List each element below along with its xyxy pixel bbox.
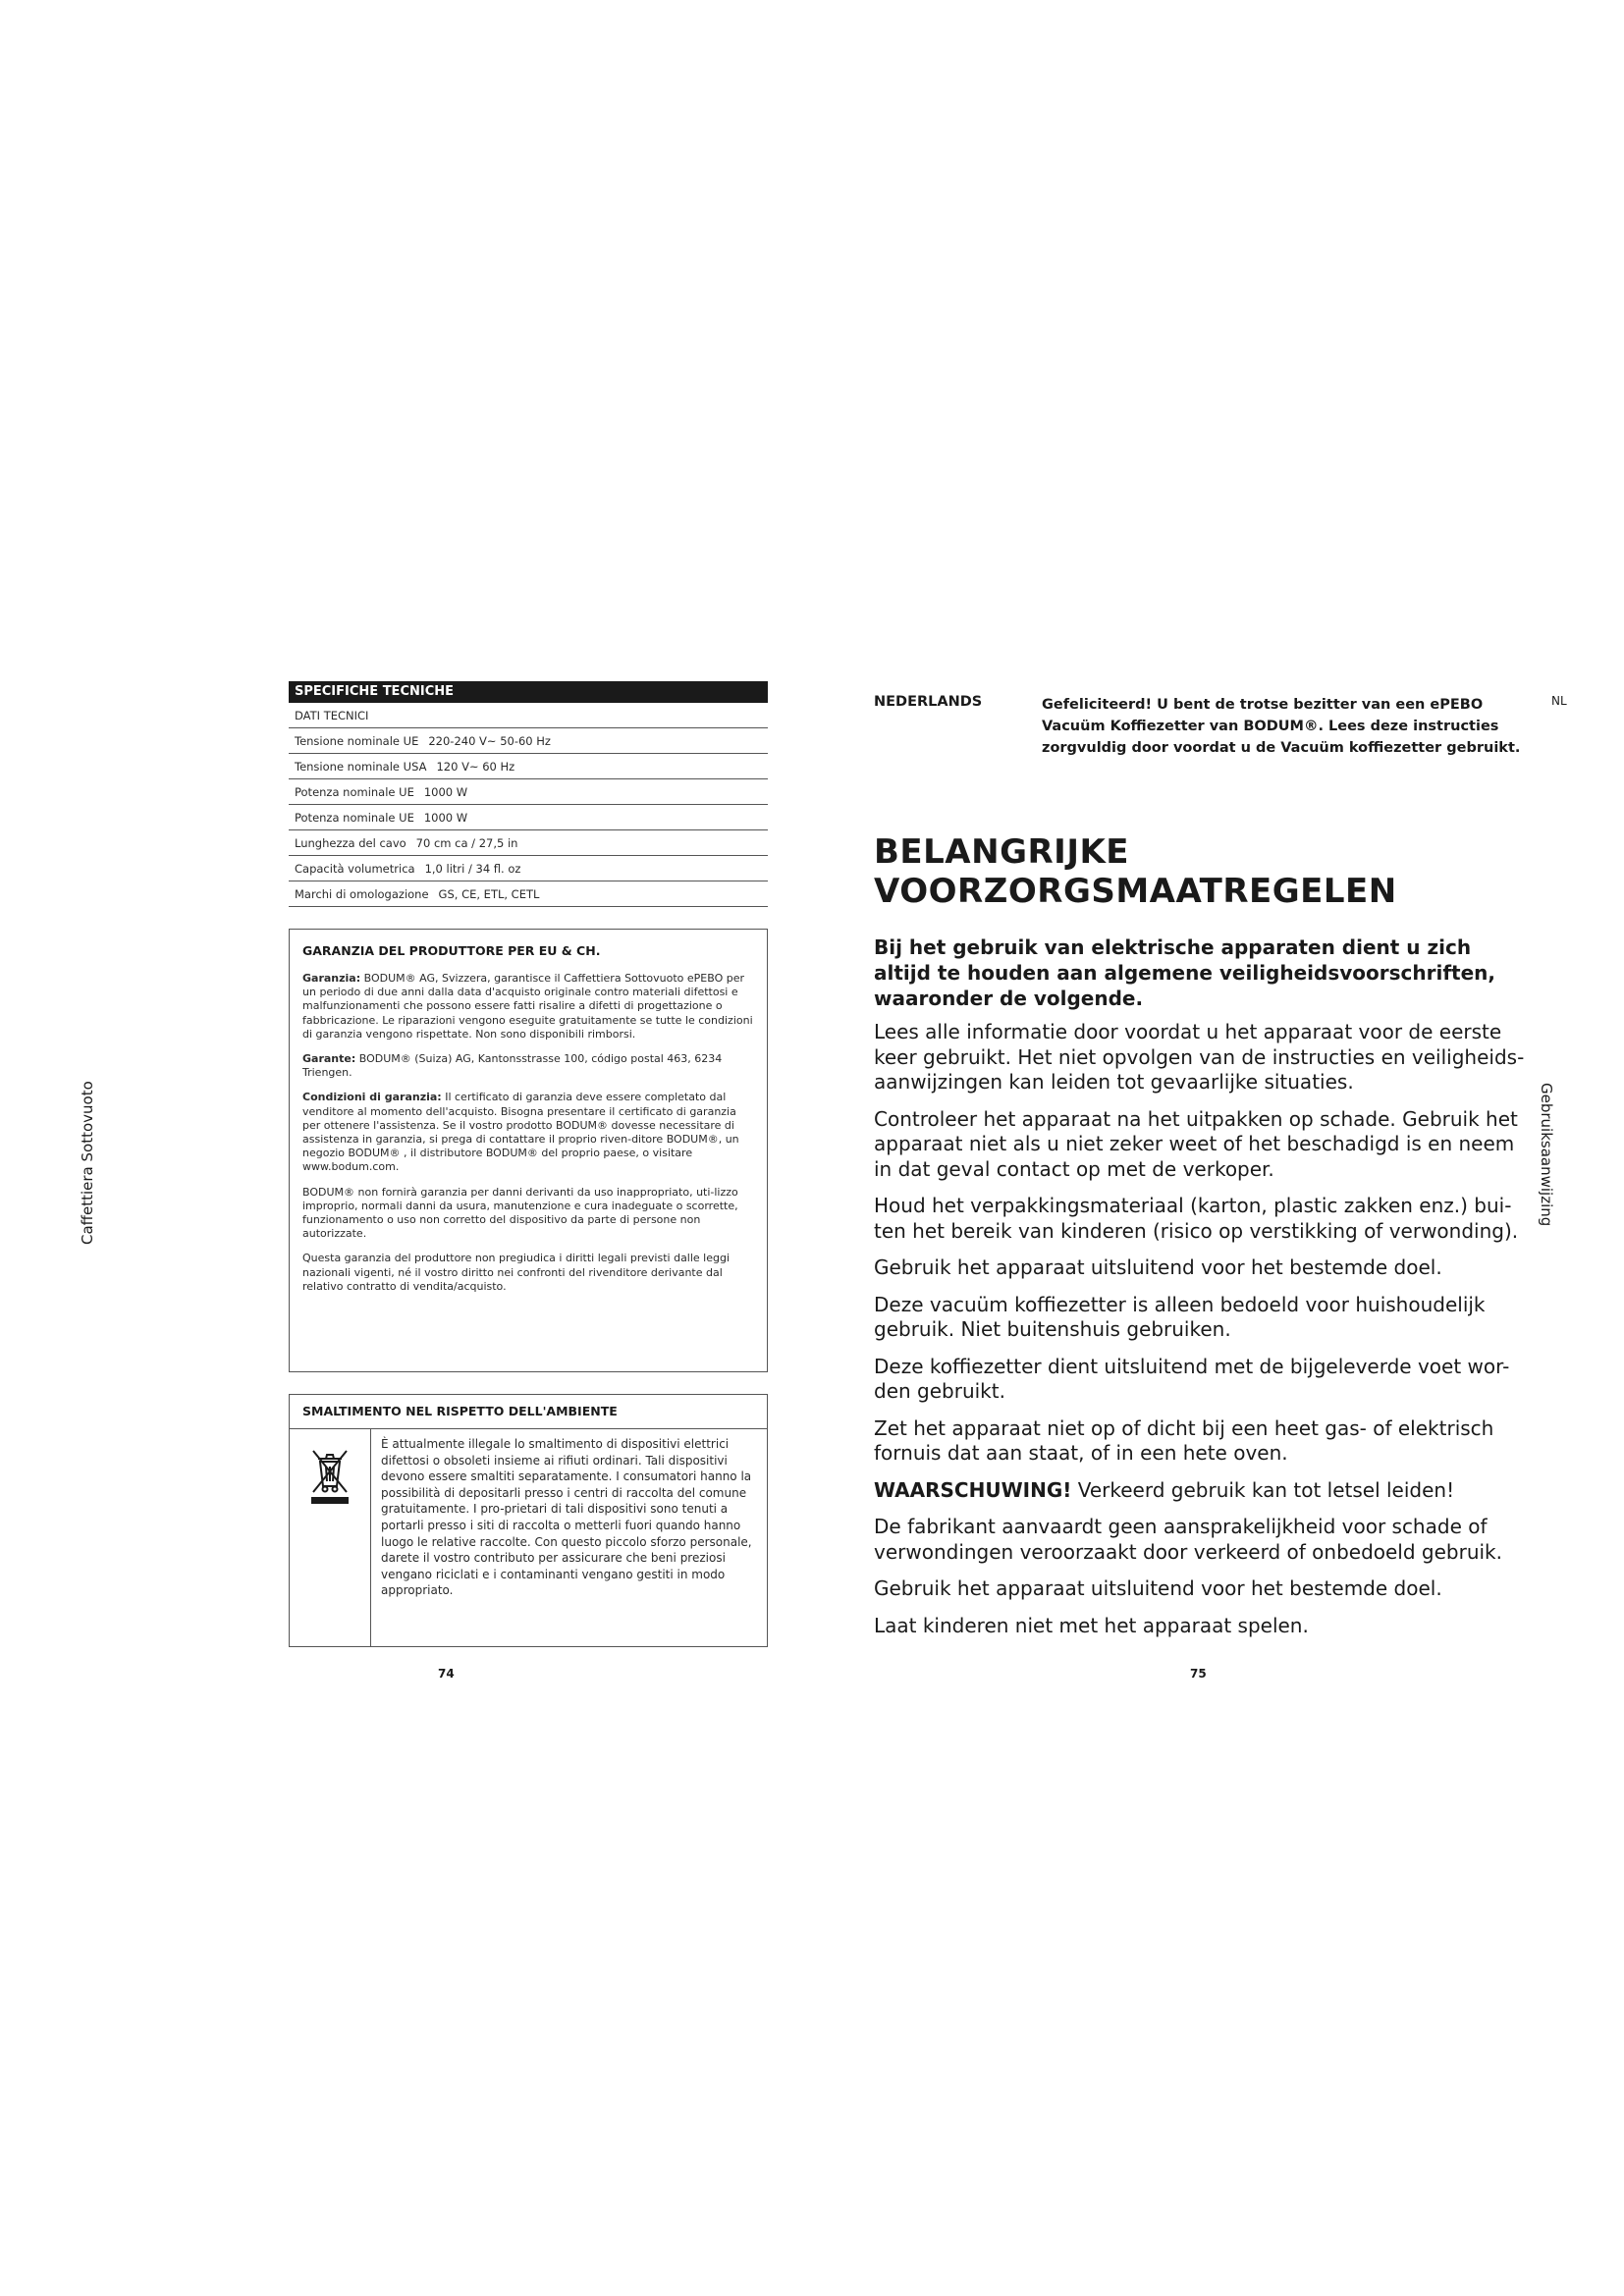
precaution-paragraph: [874, 1107, 1526, 1183]
right-side-label: Gebruiksaanwijzing: [1538, 1083, 1555, 1227]
warranty-paragraph: [302, 1252, 754, 1294]
warranty-lead: Condizioni di garanzia:: [302, 1091, 442, 1104]
precaution-paragraph: [874, 1020, 1526, 1095]
spec-label: DATI TECNICI: [295, 709, 369, 722]
spec-row: [289, 856, 768, 881]
warranty-text: BODUM® non fornirà garanzia per danni derivanti da uso inappropriato, uti-lizzo improprio, normali danni da usura, manutenzione e cura inadeguate o scorrette, funzionamento o uso non corretto del dispositivo da parte di persone non autorizzate.: [302, 1185, 738, 1241]
spec-label: Lunghezza del cavo: [295, 836, 406, 850]
spec-row: [289, 728, 768, 754]
precaution-text: Deze koffiezetter dient uitsluitend met de bijgeleverde voet wor-den gebruikt.: [874, 1354, 1510, 1403]
warranty-lead: Garanzia:: [302, 972, 361, 985]
spec-table: [289, 681, 768, 907]
spec-value: 1,0 litri / 34 fl. oz: [424, 862, 521, 876]
precaution-paragraph: [874, 1614, 1526, 1639]
precaution-paragraph: [874, 1194, 1526, 1244]
precaution-paragraph: [874, 1293, 1526, 1343]
warranty-paragraph: [302, 972, 754, 1041]
language-code: NL: [1551, 694, 1567, 708]
precaution-text: Deze vacuüm koffiezetter is alleen bedoeld voor huishoudelijk gebruik. Niet buitenshuis gebruiken.: [874, 1292, 1486, 1341]
spec-label: Capacità volumetrica: [295, 862, 415, 876]
precaution-text: Houd het verpakkingsmateriaal (karton, plastic zakken enz.) bui-ten het bereik van kinderen (risico op verstikking of verwonding).: [874, 1194, 1519, 1243]
precaution-paragraph: [874, 1355, 1526, 1405]
page-title: [874, 832, 1542, 911]
warranty-text: BODUM® (Suiza) AG, Kantonsstrasse 100, código postal 463, 6234 Triengen.: [302, 1052, 723, 1080]
spec-label: Marchi di omologazione: [295, 887, 429, 901]
disposal-icon-cell: [290, 1429, 371, 1646]
precaution-paragraph: [874, 1478, 1526, 1504]
precaution-text: Gebruik het apparaat uitsluitend voor het bestemde doel.: [874, 1576, 1442, 1600]
precaution-text: Laat kinderen niet met het apparaat spelen.: [874, 1613, 1309, 1637]
spec-row: [289, 754, 768, 779]
warranty-box: [289, 929, 768, 1372]
spec-row: [289, 779, 768, 805]
spec-label: Tensione nominale UE: [295, 734, 419, 748]
crossed-out-bin-icon: [307, 1445, 352, 1506]
page-title-line: VOORZORGSMAATREGELEN: [874, 872, 1397, 911]
language-label: NEDERLANDS: [874, 694, 983, 710]
disposal-text: È attualmente illegale lo smaltimento di dispositivi elettrici difettosi o obsoleti insieme ai rifiuti ordinari. Tali dispositivi devono essere smaltiti separatamente. I consumatori hanno la possibilità di depositarli presso i centri di raccolta del comune gratuitamente. I pro-prietari di tali dispositivi sono tenuti a portarli presso i siti di raccolta o metterli fuori quando hanno luogo le relative raccolte. Con questo piccolo sforzo personale, darete il vostro contributo per assicurare che beni preziosi vengano riciclati e i contaminanti vengano gestiti in modo appropriato.: [381, 1437, 752, 1598]
precaution-paragraph: [874, 1576, 1526, 1602]
warranty-paragraph: [302, 1186, 754, 1242]
precaution-paragraph: [874, 1255, 1526, 1281]
spec-value: 70 cm ca / 27,5 in: [415, 836, 518, 850]
precaution-text: Verkeerd gebruik kan tot letsel leiden!: [1071, 1477, 1455, 1502]
warranty-paragraph: [302, 1091, 754, 1174]
precaution-text: De fabrikant aanvaardt geen aansprakelijkheid voor schade of verwondingen veroorzaakt door verkeerd of onbedoeld gebruik.: [874, 1515, 1502, 1564]
page-number-left: 74: [438, 1667, 455, 1681]
disposal-title: SMALTIMENTO NEL RISPETTO DELL'AMBIENTE: [290, 1395, 767, 1429]
disposal-box: [289, 1394, 768, 1647]
spec-row: [289, 830, 768, 856]
spec-value: 1000 W: [423, 811, 468, 825]
page-number-right: 75: [1190, 1667, 1207, 1681]
precaution-text: Gebruik het apparaat uitsluitend voor het bestemde doel.: [874, 1255, 1442, 1279]
spec-value: GS, CE, ETL, CETL: [438, 887, 540, 901]
warranty-title: GARANZIA DEL PRODUTTORE PER EU & CH.: [302, 943, 601, 958]
precaution-paragraph: [874, 1416, 1526, 1467]
spec-row: [289, 805, 768, 830]
warranty-lead: Garante:: [302, 1052, 356, 1066]
spec-value: 220-240 V~ 50-60 Hz: [428, 734, 551, 748]
spec-value: 120 V~ 60 Hz: [436, 760, 515, 774]
precaution-text: Lees alle informatie door voordat u het apparaat voor de eerste keer gebruikt. Het niet opvolgen van de instructies en veiligheids-aanwijzingen kan leiden tot gevaarlijke situaties.: [874, 1020, 1525, 1094]
spec-label: Tensione nominale USA: [295, 760, 427, 774]
precaution-text: Zet het apparaat niet op of dicht bij een heet gas- of elektrisch fornuis dat aan staat, of in een hete oven.: [874, 1415, 1494, 1465]
precaution-text: Controleer het apparaat na het uitpakken op schade. Gebruik het apparaat niet als u niet zeker weet of het beschadigd is en neem in dat geval contact op met de verkoper.: [874, 1106, 1518, 1181]
lead-paragraph: Bij het gebruik van elektrische apparaten dient u zich altijd te houden aan algemene veiligheidsvoorschriften, waaronder de volgende.: [874, 935, 1496, 1010]
spec-value: 1000 W: [423, 785, 468, 799]
spec-table-header: SPECIFICHE TECNICHE: [289, 681, 768, 703]
spec-label: Potenza nominale UE: [295, 785, 414, 799]
page-title-line: BELANGRIJKE: [874, 832, 1130, 872]
warning-label: WAARSCHUWING!: [874, 1477, 1072, 1502]
precaution-paragraph: [874, 1515, 1526, 1565]
left-side-label: Caffettiera Sottovuoto: [79, 1081, 96, 1245]
intro-text: Gefeliciteerd! U bent de trotse bezitter van een ePEBO Vacuüm Koffiezetter van BODUM®. Lees deze instructies zorgvuldig door voordat u de Vacuüm koffiezetter gebruikt.: [1042, 697, 1521, 756]
spec-row: [289, 881, 768, 907]
warranty-text: Il certificato di garanzia deve essere completato dal venditore al momento dell'acquisto. Bisogna presentare il certificato di garanzia per ottenere l'assistenza. Se il vostro prodotto BODUM® dovesse necessitare di assistenza in garanzia, si prega di contattare il proprio riven-ditore BODUM®, un negozio BODUM® , il distributore BODUM® del proprio paese, o visitare www.bodum.com.: [302, 1091, 739, 1174]
spec-label: Potenza nominale UE: [295, 811, 414, 825]
warranty-paragraph: [302, 1052, 754, 1080]
precautions-list: [874, 1020, 1526, 1650]
warranty-text: Questa garanzia del produttore non pregiudica i diritti legali previsti dalle leggi nazionali vigenti, né il vostro diritto nei confronti del rivenditore derivante dal relativo contratto di vendita/acquisto.: [302, 1252, 731, 1293]
spec-row: [289, 703, 768, 728]
warranty-text: BODUM® AG, Svizzera, garantisce il Caffettiera Sottovuoto ePEBO per un periodo di due anni dalla data d'acquisto originale contro materiali difettosi e malfunzionamenti che possono essere fatti risalire a difetti di progettazione o fabbricazione. Le riparazioni vengono eseguite gratuitamente se tutte le condizioni di garanzia vengono rispettate. Non sono disponibili rimborsi.: [302, 972, 753, 1041]
